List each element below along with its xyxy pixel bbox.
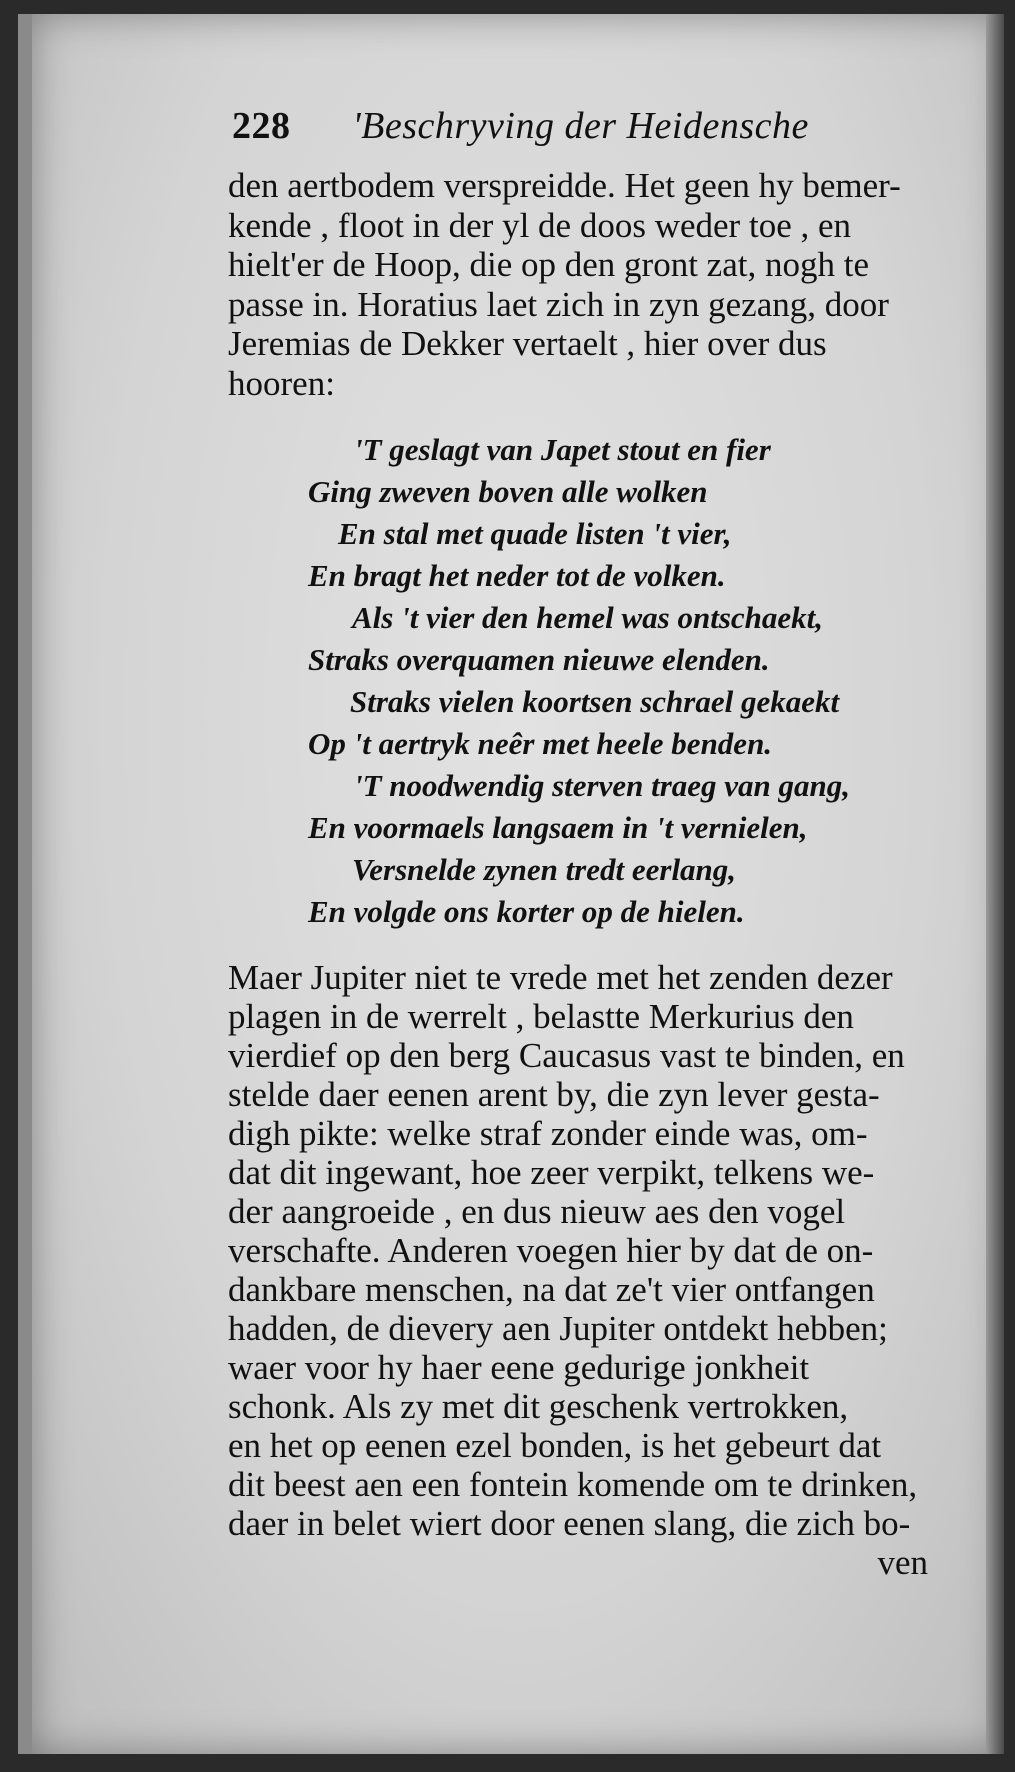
page-number: 228 <box>232 105 291 147</box>
verse-line: Straks overquamen nieuwe elenden. <box>308 642 770 677</box>
paragraph-1 <box>228 166 1015 403</box>
running-title: 'Beschryving der Heidensche <box>352 105 809 147</box>
paragraph-2 <box>228 958 1015 1582</box>
text-line: kende , floot in der yl de doos weder toe , en <box>228 205 852 245</box>
running-header <box>232 104 932 164</box>
text-line: hooren: <box>228 363 335 403</box>
text-line: verschafte. Anderen voegen hier by dat de on- <box>228 1231 874 1270</box>
text-line: plagen in de werrelt , belastte Merkurius den <box>228 997 854 1036</box>
text-line: dankbare menschen, na dat ze't vier ontfangen <box>228 1270 875 1309</box>
text-line: waer voor hy haer eene gedurige jonkheit <box>228 1348 810 1387</box>
text-line: digh pikte: welke straf zonder einde was, om- <box>228 1114 868 1153</box>
verse-line: En voormaels langsaem in 't vernielen, <box>308 810 808 845</box>
text-line: schonk. Als zy met dit geschenk vertrokken, <box>228 1387 849 1426</box>
text-line: hadden, de dievery aen Jupiter ontdekt hebben; <box>228 1309 888 1348</box>
verse-line: Straks vielen koortsen schrael gekaekt <box>350 684 840 719</box>
text-line: der aangroeide , en dus nieuw aes den vogel <box>228 1192 846 1231</box>
text-line: den aertbodem verspreidde. Het geen hy bemer- <box>228 166 901 205</box>
text-line: dat dit ingewant, hoe zeer verpikt, telkens we- <box>228 1153 875 1192</box>
text-line: Jeremias de Dekker vertaelt , hier over dus <box>228 324 827 363</box>
text-line: Maer Jupiter niet te vrede met het zenden dezer <box>228 958 893 997</box>
text-line: vierdief op den berg Caucasus vast te binden, en <box>228 1036 905 1075</box>
book-page <box>18 14 1004 1754</box>
text-line: dit beest aen een fontein komende om te drinken, <box>228 1465 918 1504</box>
verse-line: Ging zweven boven alle wolken <box>308 474 708 509</box>
catchword: ven <box>877 1543 928 1582</box>
text-line: daer in belet wiert door eenen slang, die zich bo- <box>228 1504 911 1543</box>
verse-line: En bragt het neder tot de volken. <box>308 558 726 593</box>
verse-line: En volgde ons korter op de hielen. <box>308 894 745 929</box>
text-line: passe in. Horatius laet zich in zyn gezang, door <box>228 284 889 324</box>
text-line: en het op eenen ezel bonden, is het gebeurt dat <box>228 1426 882 1465</box>
verse-line: 'T noodwendig sterven traeg van gang, <box>354 768 851 803</box>
verse-line: Op 't aertryk neêr met heele benden. <box>308 726 773 761</box>
text-line: hielt'er de Hoop, die op den gront zat, nogh te <box>228 245 869 284</box>
verse-line: En stal met quade listen 't vier, <box>338 516 732 551</box>
verse-line: 'T geslagt van Japet stout en fier <box>354 432 771 467</box>
verse-line: Versnelde zynen tredt eerlang, <box>352 852 737 887</box>
text-line: stelde daer eenen arent by, die zyn lever gesta- <box>228 1075 880 1114</box>
verse-line: Als 't vier den hemel was ontschaekt, <box>352 600 824 635</box>
